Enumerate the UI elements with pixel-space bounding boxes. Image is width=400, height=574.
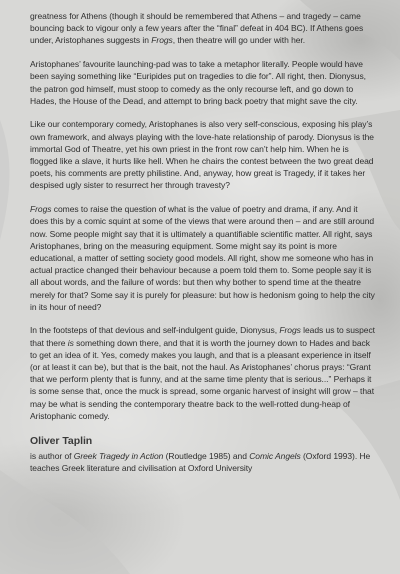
paragraph-1 [30, 10, 376, 47]
text-span: greatness for Athens (though it should be remembered that Athens – and tragedy – came bouncing back to vigour only a few years after the “final” defeat in 404 BC). If Athens goes under, Aristophanes suggests in [30, 11, 364, 46]
text-span: something down there, and that it is worth the journey down to Hades and back to get an idea of it. Yes, comedy makes you laugh, and that is a pleasant experience in itself (or at least it can be), but that is the bait, not the haul. As Aristophanes’ chorus prays: “Grant that we perform plenty that is funny, and at the same time plenty that is serious...” Perhaps it is some sense that, once the muck is spread, some organic harvest of insight will grow – that may be what is sending the contemporary theatre back to the well-rotted dung-heap of Aristophanic comedy. [30, 337, 375, 421]
author-bio [30, 450, 376, 474]
text-span: (Routledge 1985) and [163, 450, 250, 461]
paragraph-2: Aristophanes’ favourite launching-pad was to take a metaphor literally. People would have been saying something like “Euripides put on tragedies to die for”. All right, then. Dionysus, the patron god himself, must stoop to comedy as the only recourse left, and go down to Hades, the House of the Dead, and attempt to bring back poetry that might save the city. [30, 59, 366, 106]
paragraph-4 [30, 203, 376, 313]
author-name: Oliver Taplin [30, 434, 93, 447]
text-span: (Oxford 1993). He teaches Greek literature and civilisation at Oxford University [30, 450, 371, 473]
article-body [30, 10, 376, 474]
play-title: Frogs [279, 325, 301, 336]
text-span: In the footsteps of that devious and self-indulgent guide, Dionysus, [30, 325, 280, 336]
book-title: Greek Tragedy in Action [73, 450, 164, 461]
emphasis: is [67, 337, 74, 348]
book-title: Comic Angels [249, 450, 301, 461]
text-span: is author of [30, 450, 74, 461]
play-title: Frogs [30, 204, 52, 215]
play-title: Frogs [151, 35, 173, 46]
text-span: comes to raise the question of what is the value of poetry and drama, if any. And it does this by a comic squint at some of the views that were around then – and are still around now. Some people might say that it is ultimately a quantifiable scientific matter. All right, says Aristophanes, bring on the measuring equipment. Some might say its point is more educational, a matter of setting society good models. All right, show me someone who has in actual practice changed their behaviour because a poem told them to. Some people say it is all about words, and the failure of words: but then why bother to spend time at the theatre merely for that? Some say it is purely for pleasure: but how is hedonism going to help the city in its hour of need? [30, 204, 375, 312]
text-span: , then theatre will go under with her. [172, 35, 306, 46]
text-span: leads us to suspect that there [30, 325, 375, 348]
paragraph-3: Like our contemporary comedy, Aristophanes is also very self-conscious, exposing his play’s own framework, and always playing with the love-hate relationship of parody. Dionysus is the immortal God of Theatre, yet his own priest in the front row can’t help him. When he is flogged like a slave, it hurts like hell. When he chairs the contest between the two great dead poets, his comments are pretty philistine. And, anyway, how great is Tragedy, if it takes her despised ugly sister to resurrect her through travesty? [30, 119, 374, 191]
paragraph-5 [30, 324, 376, 422]
